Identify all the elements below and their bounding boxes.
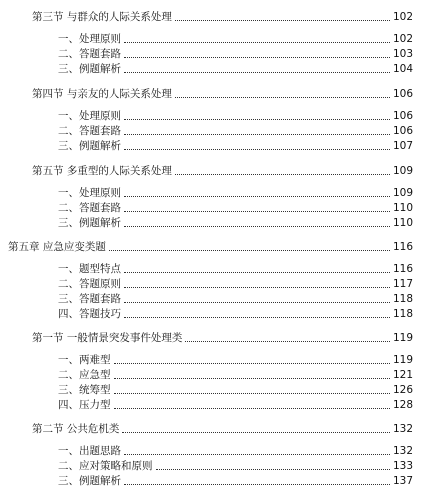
toc-entry-page: 102 [392,33,413,45]
dot-leader [124,272,390,273]
dot-leader [124,42,390,43]
toc-entry[interactable] [58,139,413,153]
toc-entry[interactable] [58,368,413,382]
toc-entry-page: 106 [392,110,413,122]
dot-leader [122,432,390,433]
toc-entry[interactable] [58,398,413,412]
toc-entry-title: 四、压力型 [58,399,111,411]
toc-entry[interactable] [58,47,413,61]
toc-entry-page: 109 [392,187,413,199]
toc-entry[interactable] [32,164,413,178]
toc-entry-title: 第二节 公共危机类 [32,423,120,435]
dot-leader [124,211,390,212]
toc-entry[interactable] [58,262,413,276]
toc-entry-page: 126 [392,384,413,396]
dot-leader [114,363,390,364]
toc-entry-page: 119 [392,354,413,366]
toc-entry-title: 二、应急型 [58,369,111,381]
toc-entry-title: 一、出题思路 [58,445,121,457]
toc-entry-title: 一、题型特点 [58,263,121,275]
toc-entry-page: 118 [392,308,413,320]
toc-entry-page: 102 [392,11,413,23]
dot-leader [124,484,390,485]
toc-entry[interactable] [32,422,413,436]
toc-entry-page: 132 [392,423,413,435]
toc-entry[interactable] [58,277,413,291]
toc-entry-page: 132 [392,445,413,457]
dot-leader [156,469,390,470]
dot-leader [124,72,390,73]
toc-entry-page: 107 [392,140,413,152]
toc-entry[interactable] [58,216,413,230]
toc-entry-title: 二、答题套路 [58,48,121,60]
toc-entry[interactable] [58,383,413,397]
toc-entry-title: 三、例题解析 [58,63,121,75]
toc-entry-title: 二、答题套路 [58,125,121,137]
dot-leader [114,408,390,409]
toc-entry-title: 三、例题解析 [58,217,121,229]
toc-entry-title: 第一节 一般情景突发事件处理类 [32,332,183,344]
toc-entry[interactable] [58,32,413,46]
dot-leader [124,454,390,455]
toc-entry-title: 三、例题解析 [58,140,121,152]
dot-leader [124,196,390,197]
dot-leader [124,149,390,150]
toc-entry-page: 110 [392,202,413,214]
toc-entry-page: 106 [392,88,413,100]
dot-leader [175,174,390,175]
dot-leader [124,302,390,303]
toc-entry[interactable] [58,186,413,200]
dot-leader [124,57,390,58]
toc-entry[interactable] [8,240,413,254]
dot-leader [124,226,390,227]
toc-entry-page: 119 [392,332,413,344]
toc-entry-page: 121 [392,369,413,381]
toc-entry-title: 三、统筹型 [58,384,111,396]
toc-entry-title: 二、答题套路 [58,202,121,214]
toc-entry[interactable] [58,124,413,138]
toc-entry-page: 118 [392,293,413,305]
toc-entry-page: 116 [392,263,413,275]
toc-entry[interactable] [58,474,413,488]
toc-entry-title: 二、应对策略和原则 [58,460,153,472]
toc-entry-page: 103 [392,48,413,60]
toc-entry-page: 133 [392,460,413,472]
toc-entry-title: 第四节 与亲友的人际关系处理 [32,88,172,100]
toc-entry-title: 三、例题解析 [58,475,121,487]
toc-entry[interactable] [58,353,413,367]
toc-entry[interactable] [58,444,413,458]
toc-entry[interactable] [32,87,413,101]
toc-entry-title: 一、处理原则 [58,33,121,45]
toc-entry[interactable] [32,10,413,24]
toc-entry-title: 三、答题套路 [58,293,121,305]
toc-entry-title: 二、答题原则 [58,278,121,290]
toc-entry-page: 104 [392,63,413,75]
dot-leader [124,287,390,288]
dot-leader [124,119,390,120]
toc-entry-title: 四、答题技巧 [58,308,121,320]
toc-entry-title: 一、处理原则 [58,187,121,199]
toc-entry-title: 第三节 与群众的人际关系处理 [32,11,172,23]
toc-entry[interactable] [58,307,413,321]
dot-leader [124,134,390,135]
dot-leader [175,20,390,21]
toc-entry[interactable] [32,331,413,345]
toc-entry[interactable] [58,292,413,306]
toc-entry-title: 一、处理原则 [58,110,121,122]
toc-entry-page: 106 [392,125,413,137]
dot-leader [124,317,390,318]
toc-entry-title: 第五章 应急应变类题 [8,241,106,253]
dot-leader [114,378,390,379]
toc-entry-page: 116 [392,241,413,253]
dot-leader [109,250,390,251]
toc-entry-page: 117 [392,278,413,290]
toc-entry-page: 110 [392,217,413,229]
toc-entry[interactable] [58,109,413,123]
dot-leader [114,393,390,394]
toc-entry-page: 137 [392,475,413,487]
toc-entry[interactable] [58,459,413,473]
toc-entry-page: 109 [392,165,413,177]
dot-leader [185,341,390,342]
toc-entry[interactable] [58,201,413,215]
toc-entry[interactable] [58,62,413,76]
toc-entry-page: 128 [392,399,413,411]
dot-leader [175,97,390,98]
toc-entry-title: 第五节 多重型的人际关系处理 [32,165,172,177]
toc-entry-title: 一、两难型 [58,354,111,366]
